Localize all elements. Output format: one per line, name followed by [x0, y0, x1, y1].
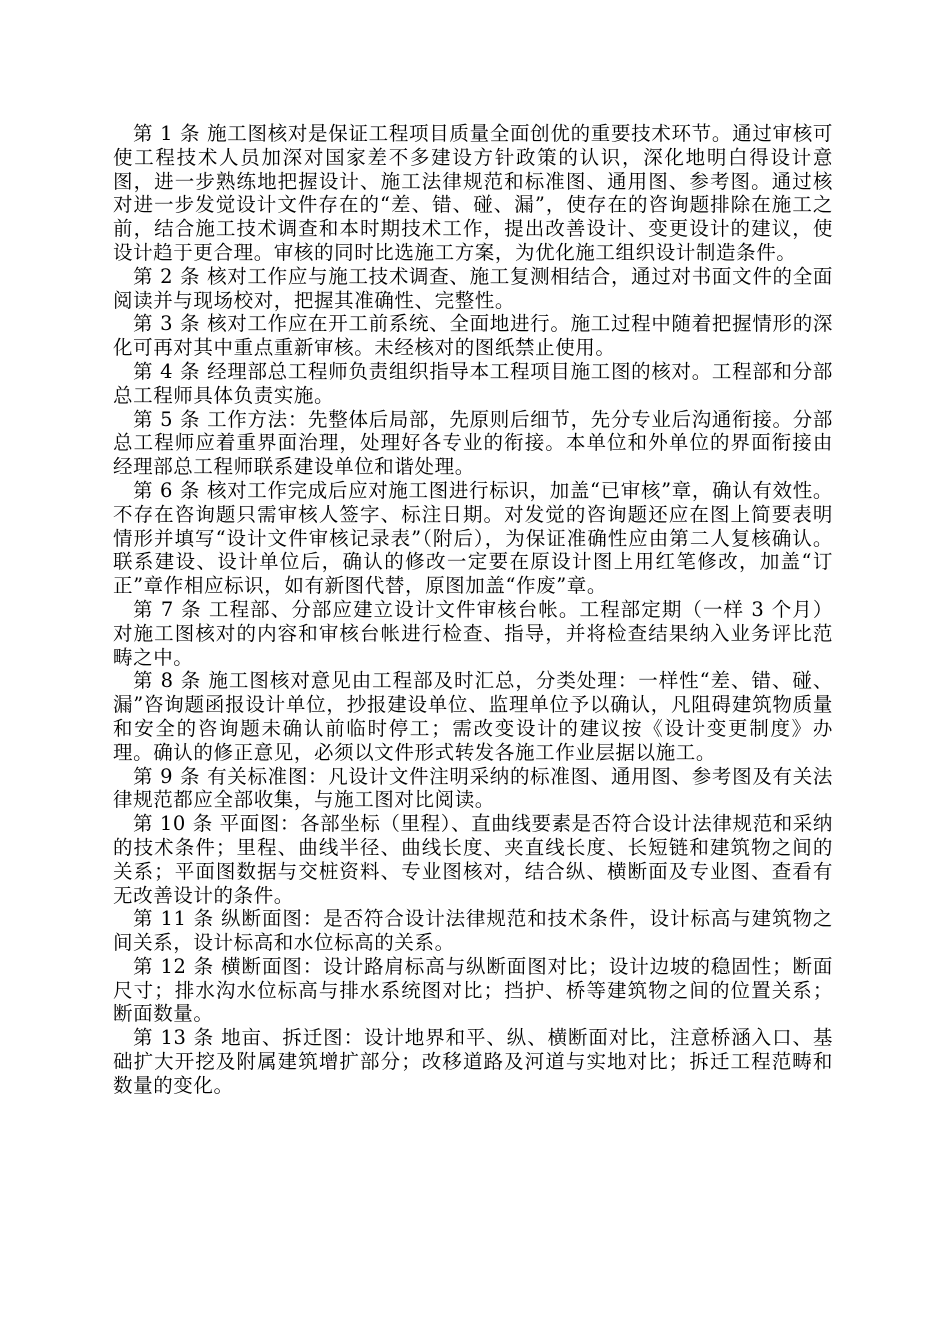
article-label: 第 5 条 — [133, 407, 201, 431]
article-1 — [113, 122, 833, 265]
article-label: 第 8 条 — [133, 669, 202, 693]
article-label: 第 9 条 — [133, 764, 201, 788]
article-8 — [113, 669, 833, 764]
article-text: 有关标准图：凡设计文件注明采纳的标准图、通用图、参考图及有关法律规范都应全部收集，与施工图对比阅读。 — [113, 764, 833, 812]
article-7 — [113, 598, 833, 669]
article-9 — [113, 765, 833, 813]
article-label: 第 3 条 — [133, 312, 201, 336]
article-label: 第 1 条 — [133, 122, 201, 145]
article-10 — [113, 812, 833, 907]
article-label: 第 2 条 — [133, 264, 201, 288]
article-label: 第 4 条 — [133, 359, 201, 383]
article-text: 平面图：各部坐标（里程）、直曲线要素是否符合设计法律规范和采纳的技术条件；里程、曲线半径、曲线长度、夹直线长度、长短链和建筑物之间的关系；平面图数据与交桩资料、专业图核对，结合纵、横断面及专业图、查看有无改善设计的条件。 — [113, 812, 833, 907]
article-text: 地亩、拆迁图：设计地界和平、纵、横断面对比，注意桥涵入口、基础扩大开挖及附属建筑增扩部分；改移道路及河道与实地对比；拆迁工程范畴和数量的变化。 — [113, 1026, 833, 1097]
article-text: 施工图核对意见由工程部及时汇总，分类处理：一样性“差、错、碰、漏”咨询题函报设计单位，抄报建设单位、监理单位予以确认，凡阻碍建筑物质量和安全的咨询题未确认前临时停工；需改变设计的建议按《设计变更制度》办理。确认的修正意见，必须以文件形式转发各施工作业层据以施工。 — [113, 669, 833, 764]
article-text: 工作方法：先整体后局部，先原则后细节，先分专业后沟通衔接。分部总工程师应着重界面治理，处理好各专业的衔接。本单位和外单位的界面衔接由经理部总工程师联系建设单位和谐处理。 — [113, 407, 833, 479]
article-label: 第 13 条 — [133, 1026, 215, 1050]
article-label: 第 6 条 — [133, 478, 201, 502]
article-text: 施工图核对是保证工程项目质量全面创优的重要技术环节。通过审核可使工程技术人员加深对国家差不多建设方针政策的认识，深化地明白得设计意图，进一步熟练地把握设计、施工法律规范和标准图、通用图、参考图。通过核对进一步发觉设计文件存在的“差、错、碰、漏”，使存在的咨询题排除在施工之前，结合施工技术调查和本时期技术工作，提出改善设计、变更设计的建议，使设计趋于更合理。审核的同时比选施工方案，为优化施工组织设计制造条件。 — [113, 122, 833, 264]
article-text: 核对工作应与施工技术调查、施工复测相结合，通过对书面文件的全面阅读并与现场校对，把握其准确性、完整性。 — [113, 264, 833, 312]
article-13 — [113, 1026, 833, 1097]
article-4 — [113, 360, 833, 408]
article-3 — [113, 312, 833, 360]
article-text: 经理部总工程师负责组织指导本工程项目施工图的核对。工程部和分部总工程师具体负责实施。 — [113, 359, 833, 407]
article-6 — [113, 479, 833, 598]
article-12 — [113, 955, 833, 1026]
article-label: 第 12 条 — [133, 954, 215, 978]
article-label: 第 10 条 — [133, 812, 213, 836]
article-text: 核对工作完成后应对施工图进行标识，加盖“已审核”章，确认有效性。不存在咨询题只需审核人签字、标注日期。对发觉的咨询题还应在图上简要表明情形并填写“设计文件审核记录表”（附后），为保证准确性应由第二人复核确认。联系建设、设计单位后，确认的修改一定要在原设计图上用红笔修改，加盖“订正”章作相应标识，如有新图代替，原图加盖“作废”章。 — [113, 478, 833, 598]
article-text: 核对工作应在开工前系统、全面地进行。施工过程中随着把握情形的深化可再对其中重点重新审核。未经核对的图纸禁止使用。 — [113, 312, 833, 360]
article-label: 第 7 条 — [133, 597, 202, 621]
document-body — [113, 122, 833, 1098]
article-label: 第 11 条 — [133, 907, 215, 931]
article-2 — [113, 265, 833, 313]
article-11 — [113, 907, 833, 955]
article-text: 纵断面图：是否符合设计法律规范和技术条件，设计标高与建筑物之间关系，设计标高和水位标高的关系。 — [113, 907, 833, 955]
article-text: 工程部、分部应建立设计文件审核台帐。工程部定期（一样 3 个月）对施工图核对的内容和审核台帐进行检查、指导，并将检查结果纳入业务评比范畴之中。 — [113, 597, 833, 669]
article-text: 横断面图：设计路肩标高与纵断面图对比；设计边坡的稳固性；断面尺寸；排水沟水位标高与排水系统图对比；挡护、桥等建筑物之间的位置关系；断面数量。 — [113, 954, 833, 1026]
article-5 — [113, 408, 833, 479]
